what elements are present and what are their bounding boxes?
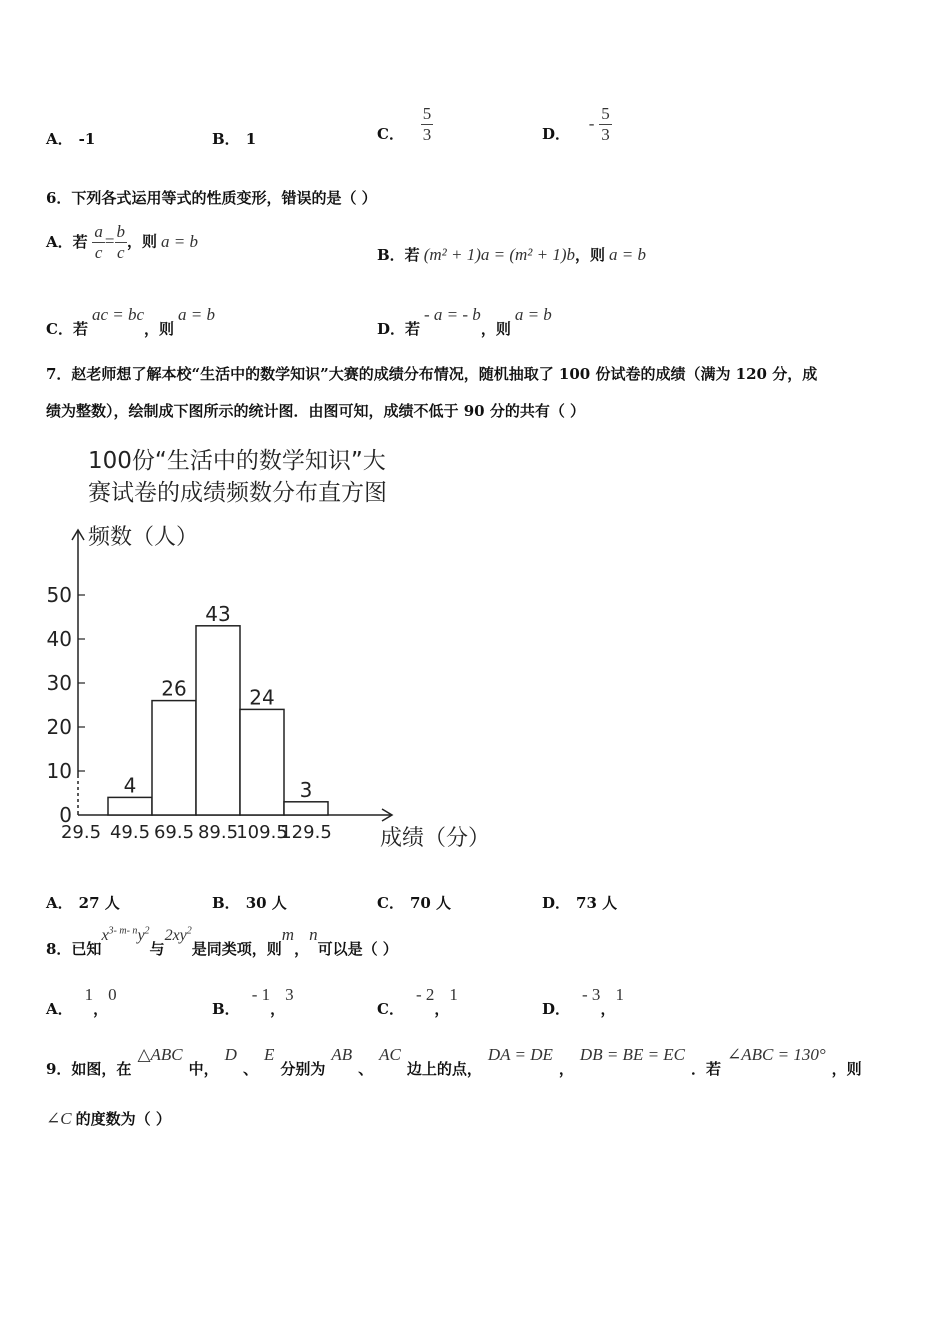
y-tick-label: 20 xyxy=(46,715,72,739)
then-text: ，则 xyxy=(127,232,158,251)
fraction xyxy=(421,104,434,145)
bar-value-label: 26 xyxy=(161,676,187,701)
histogram-bar xyxy=(108,797,152,815)
option-label: D．若 xyxy=(377,320,421,338)
x-tick-label: 69.5 xyxy=(153,822,195,843)
q7-stem-line1: 7．赵老师想了解本校“生活中的数学知识”大赛的成绩分布情况，随机抽取了 100 份试卷的成绩（满为 120 分，成 xyxy=(46,365,818,383)
triangle-abc: △ABC xyxy=(137,1045,183,1064)
segment-ab: AB xyxy=(331,1045,353,1064)
bar-value-label: 3 xyxy=(299,777,313,802)
value-n: 0 xyxy=(108,985,117,1004)
q9-text: 、 xyxy=(358,1060,374,1078)
term-1 xyxy=(101,927,149,944)
equation-db-be-ec: DB = BE = EC xyxy=(579,1045,686,1064)
histogram-bar xyxy=(152,701,196,815)
x-tick-label: 89.5 xyxy=(197,822,239,843)
y-tick-label: 30 xyxy=(46,671,72,695)
value-n: 1 xyxy=(449,985,458,1004)
q6-option-b[interactable] xyxy=(377,244,646,265)
option-label: B．若 xyxy=(377,246,420,264)
option-label: A． xyxy=(46,894,73,912)
x-tick-label: 29.5 xyxy=(60,822,102,843)
comma: ， xyxy=(93,1000,109,1018)
q6-option-d[interactable] xyxy=(377,305,552,339)
option-value: 70 人 xyxy=(409,894,452,912)
q9-stem-line1 xyxy=(46,1045,862,1079)
option-label: D． xyxy=(542,124,571,143)
chart-title-line2: 赛试卷的成绩频数分布直方图 xyxy=(88,480,387,506)
q9-text: 边上的点， xyxy=(406,1060,482,1078)
y-axis-label: 频数（人） xyxy=(88,525,199,550)
value-n: 3 xyxy=(285,985,294,1004)
option-label: C． xyxy=(377,1000,404,1018)
segment-ac: AC xyxy=(379,1045,401,1064)
option-value: 1 xyxy=(245,130,257,148)
q7-stem-line2: 绩为整数），绘制成下图所示的统计图．由图可知，成绩不低于 90 分的共有（ ） xyxy=(46,402,586,420)
y-tick-label: 10 xyxy=(46,759,72,783)
term-y-exponent: 2 xyxy=(144,925,150,937)
fraction-denominator: c xyxy=(94,243,103,262)
value-m: - 3 xyxy=(582,985,601,1004)
option-label: A．若 xyxy=(46,232,88,251)
point-e: E xyxy=(263,1045,275,1064)
term-x: x xyxy=(101,927,109,944)
comma: ， xyxy=(434,1000,450,1018)
q8-option-d[interactable] xyxy=(542,985,624,1019)
q5-option-a[interactable] xyxy=(46,128,95,149)
q5-option-b[interactable] xyxy=(212,128,256,149)
result: a = b xyxy=(514,305,552,324)
expression: (m² + 1)a = (m² + 1)b xyxy=(423,245,575,264)
value-m: - 1 xyxy=(251,985,271,1004)
q9-text: 9．如图，在 xyxy=(46,1060,132,1078)
option-label: C．若 xyxy=(46,320,88,338)
q9-text: 、 xyxy=(242,1060,258,1078)
expression: - a = - b xyxy=(424,305,481,324)
term-x-exponent: 3- m- n xyxy=(108,925,138,937)
then-text: ，则 xyxy=(575,246,606,264)
term-2 xyxy=(165,927,192,944)
histogram-bar xyxy=(196,626,240,815)
fraction-b-over-c xyxy=(115,222,128,263)
var-m: m xyxy=(281,925,295,944)
result: a = b xyxy=(609,245,646,264)
q7-option-d[interactable] xyxy=(542,892,617,913)
minus-sign: - xyxy=(588,113,595,133)
q9-stem-line2 xyxy=(46,1108,171,1129)
bar-value-label: 43 xyxy=(205,601,231,626)
option-label: A． xyxy=(46,130,73,148)
x-tick-label: 129.5 xyxy=(280,822,332,843)
option-label: B． xyxy=(212,894,240,912)
y-tick-label: 0 xyxy=(59,803,72,827)
q9-text: ， xyxy=(558,1060,574,1078)
fraction-denominator: 3 xyxy=(422,125,432,144)
result: a = b xyxy=(161,231,199,251)
x-tick-label: 109.5 xyxy=(236,822,288,843)
then-text: ，则 xyxy=(480,320,511,338)
q8-stem-part: 与 xyxy=(149,940,165,958)
q9-text: ．若 xyxy=(691,1060,722,1078)
q8-option-b[interactable] xyxy=(212,985,294,1019)
fraction-numerator: 5 xyxy=(601,104,610,123)
option-value: 27 人 xyxy=(78,894,120,912)
q8-stem-part: 可以是（ ） xyxy=(317,940,398,958)
angle-c: ∠C xyxy=(46,1109,72,1128)
q8-option-c[interactable] xyxy=(377,985,458,1019)
fraction xyxy=(599,104,612,145)
x-tick-label: 49.5 xyxy=(109,822,151,843)
bar-value-label: 4 xyxy=(123,773,137,798)
q8-stem-part: 8．已知 xyxy=(46,940,102,958)
term-2xy: 2xy xyxy=(164,927,187,944)
fraction-a-over-c xyxy=(92,222,105,263)
value-m: 1 xyxy=(84,985,94,1004)
fraction-denominator: 3 xyxy=(601,125,610,144)
angle-abc: ∠ABC = 130° xyxy=(727,1045,826,1064)
q7-option-a[interactable] xyxy=(46,892,120,913)
chart-title-line1: 100份“生活中的数学知识”大 xyxy=(88,448,386,474)
comma: ， xyxy=(270,1000,286,1018)
term-2-exponent: 2 xyxy=(186,925,192,937)
y-tick-label: 50 xyxy=(46,583,72,607)
fraction-numerator: 5 xyxy=(422,104,432,123)
comma: ， xyxy=(600,1000,616,1018)
option-label: C． xyxy=(377,124,404,143)
option-label: A． xyxy=(46,1000,73,1018)
histogram-bar xyxy=(284,802,328,815)
bar-value-label: 24 xyxy=(249,685,275,710)
option-label: B． xyxy=(212,1000,240,1018)
x-axis-label: 成绩（分） xyxy=(380,826,491,851)
value-m: - 2 xyxy=(415,985,435,1004)
q6-option-a[interactable] xyxy=(46,222,198,263)
q9-text: 中， xyxy=(188,1060,219,1078)
q9-text: 分别为 xyxy=(280,1060,326,1078)
q7-option-c[interactable] xyxy=(377,892,451,913)
q6-option-c[interactable] xyxy=(46,305,216,339)
q5-option-d[interactable] xyxy=(542,104,612,145)
q8-stem xyxy=(46,925,398,959)
option-value: 73 人 xyxy=(576,894,618,912)
value-n: 1 xyxy=(615,985,624,1004)
histogram-chart xyxy=(40,440,520,870)
q9-text: ，则 xyxy=(831,1060,862,1078)
option-label: D． xyxy=(542,894,571,912)
point-d: D xyxy=(224,1045,237,1064)
option-label: C． xyxy=(377,894,404,912)
y-tick-label: 40 xyxy=(46,627,72,651)
q7-option-b[interactable] xyxy=(212,892,287,913)
result: a = b xyxy=(178,305,216,324)
fraction-denominator: c xyxy=(116,243,125,262)
option-label: B． xyxy=(212,130,240,148)
q8-option-a[interactable] xyxy=(46,985,117,1019)
expression: ac = bc xyxy=(91,305,145,324)
q5-option-c[interactable] xyxy=(377,104,433,145)
q8-stem-part: 是同类项，则 xyxy=(191,940,282,958)
option-value: -1 xyxy=(78,130,96,148)
option-label: D． xyxy=(542,1000,571,1018)
equation-da-de: DA = DE xyxy=(487,1045,553,1064)
fraction-numerator: a xyxy=(94,222,103,241)
chart-bars xyxy=(108,626,328,815)
fraction-numerator: b xyxy=(116,222,126,241)
var-n: n xyxy=(309,925,318,944)
q6-stem: 6．下列各式运用等式的性质变形，错误的是（ ） xyxy=(46,189,377,207)
q8-stem-part: ， xyxy=(294,940,310,958)
term-y: y xyxy=(137,927,145,944)
then-text: ，则 xyxy=(144,320,175,338)
equals-sign: = xyxy=(104,231,115,251)
option-value: 30 人 xyxy=(245,894,287,912)
histogram-bar xyxy=(240,709,284,815)
q9-text: 的度数为（ ） xyxy=(75,1110,171,1128)
